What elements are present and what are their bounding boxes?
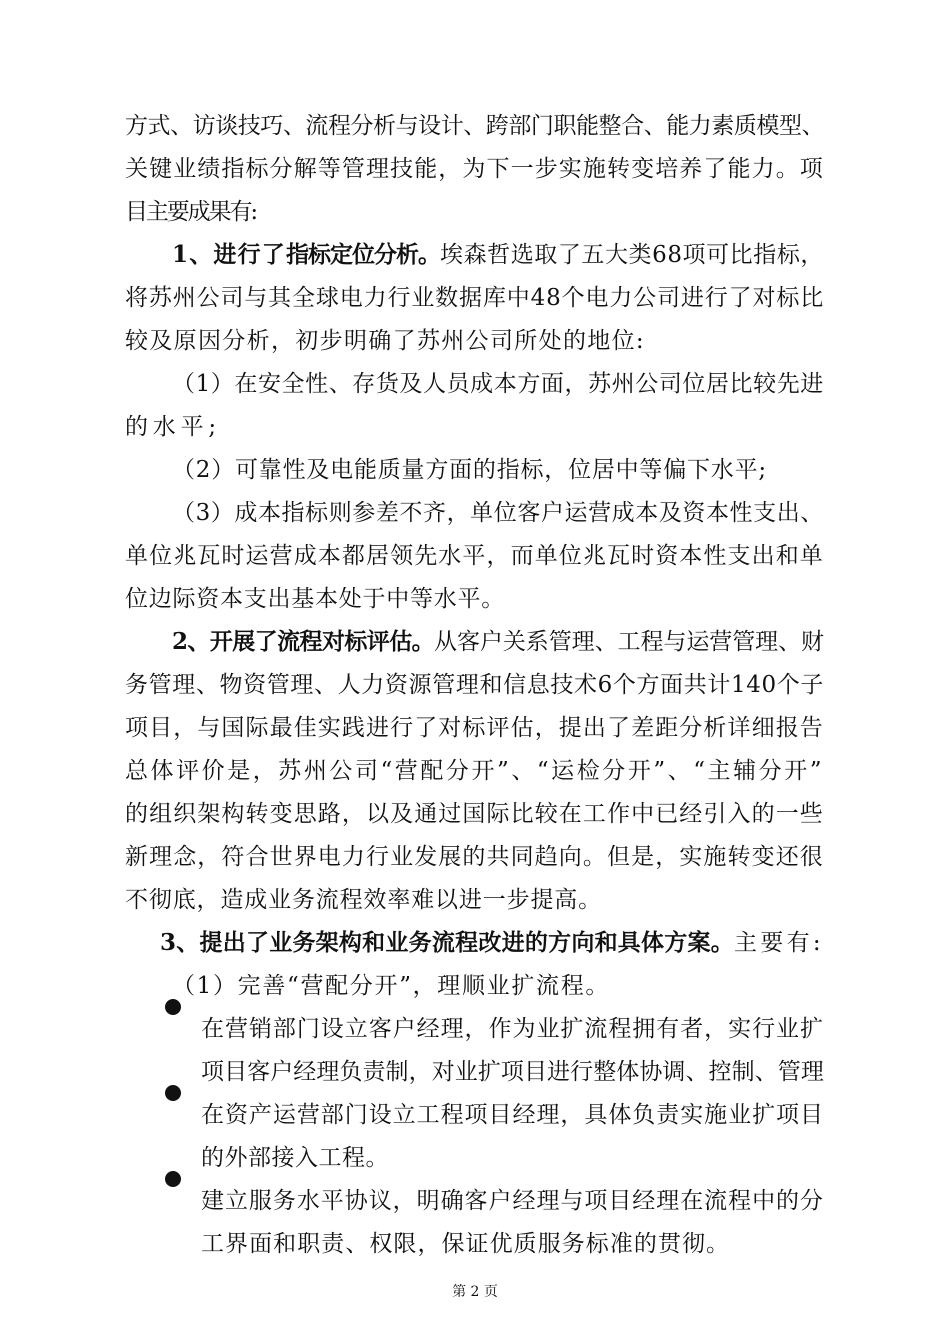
section-2-text: 从客户关系管理、工程与运营管理、财 (434, 629, 824, 655)
bullet-1-icon (165, 999, 181, 1015)
section-heading-2: 2、开展了流程对标评估。 (172, 628, 435, 655)
sub-item-1-2: （2）可靠性及电能质量方面的指标，位居中等偏下水平; (172, 457, 767, 483)
body-line-6: 较及原因分析，初步明确了苏州公司所处的地位: (125, 328, 646, 354)
body-line-16: 务管理、物资管理、人力资源管理和信息技术6个方面共计140个子 (125, 672, 825, 698)
body-line-18: 总体评价是，苏州公司“营配分开”、“运检分开”、“主辅分开” (125, 758, 825, 784)
bullet-3-line-2: 工界面和职责、权限，保证优质服务标准的贯彻。 (201, 1231, 731, 1257)
sub-item-3-1: （1）完善“营配分开”，理顺业扩流程。 (172, 973, 611, 999)
bullet-2-icon (165, 1085, 181, 1101)
body-line-20: 新理念，符合世界电力行业发展的共同趋向。但是，实施转变还很 (125, 844, 824, 870)
section-heading-1: 指标定位分析。 (286, 241, 440, 268)
sub-item-1-3-cont-2: 位边际资本支出基本处于中等水平。 (125, 586, 505, 612)
section-heading-3: 3、提出了业务架构和业务流程改进的方向和具体方案。 (160, 929, 735, 956)
sub-item-1-1-cont: 的水平; (125, 414, 221, 440)
body-line-1: 方式、访谈技巧、流程分析与设计、跨部门职能整合、能力素质模型、 (125, 113, 825, 139)
body-line-21: 不彻底，造成业务流程效率难以进一步提高。 (125, 887, 602, 913)
page-number: 第 2 页 (452, 1284, 498, 1300)
bullet-1-line-2: 项目客户经理负责制，对业扩项目进行整体协调、控制、管理 (201, 1059, 824, 1085)
body-line-3: 目主要成果有: (125, 199, 256, 225)
sub-item-1-3: （3）成本指标则参差不齐，单位客户运营成本及资本性支出、 (172, 500, 824, 526)
body-line-5: 将苏州公司与其全球电力行业数据库中48个电力公司进行了对标比 (125, 285, 825, 311)
section-3-text: 主要有: (734, 930, 824, 956)
section-heading-1-number: 1、进行了 (172, 241, 287, 268)
body-line-2: 关键业绩指标分解等管理技能，为下一步实施转变培养了能力。项 (125, 156, 824, 182)
bullet-1-line-1: 在营销部门设立客户经理，作为业扩流程拥有者，实行业扩 (201, 1016, 824, 1042)
bullet-2-line-2: 的外部接入工程。 (201, 1145, 389, 1171)
body-line-17: 项目，与国际最佳实践进行了对标评估，提出了差距分析详细报告 (125, 715, 824, 741)
body-line-19: 的组织架构转变思路，以及通过国际比较在工作中已经引入的一些 (125, 801, 824, 827)
bullet-3-icon (165, 1171, 181, 1187)
bullet-3-line-1: 建立服务水平协议，明确客户经理与项目经理在流程中的分 (201, 1188, 824, 1214)
bullet-2-line-1: 在资产运营部门设立工程项目经理，具体负责实施业扩项目 (201, 1102, 824, 1128)
sub-item-1-1: （1）在安全性、存货及人员成本方面，苏州公司位居比较先进 (172, 371, 824, 397)
section-1-text: 埃森哲选取了五大类68项可比指标， (440, 242, 824, 268)
sub-item-1-3-cont-1: 单位兆瓦时运营成本都居领先水平，而单位兆瓦时资本性支出和单 (125, 543, 824, 569)
